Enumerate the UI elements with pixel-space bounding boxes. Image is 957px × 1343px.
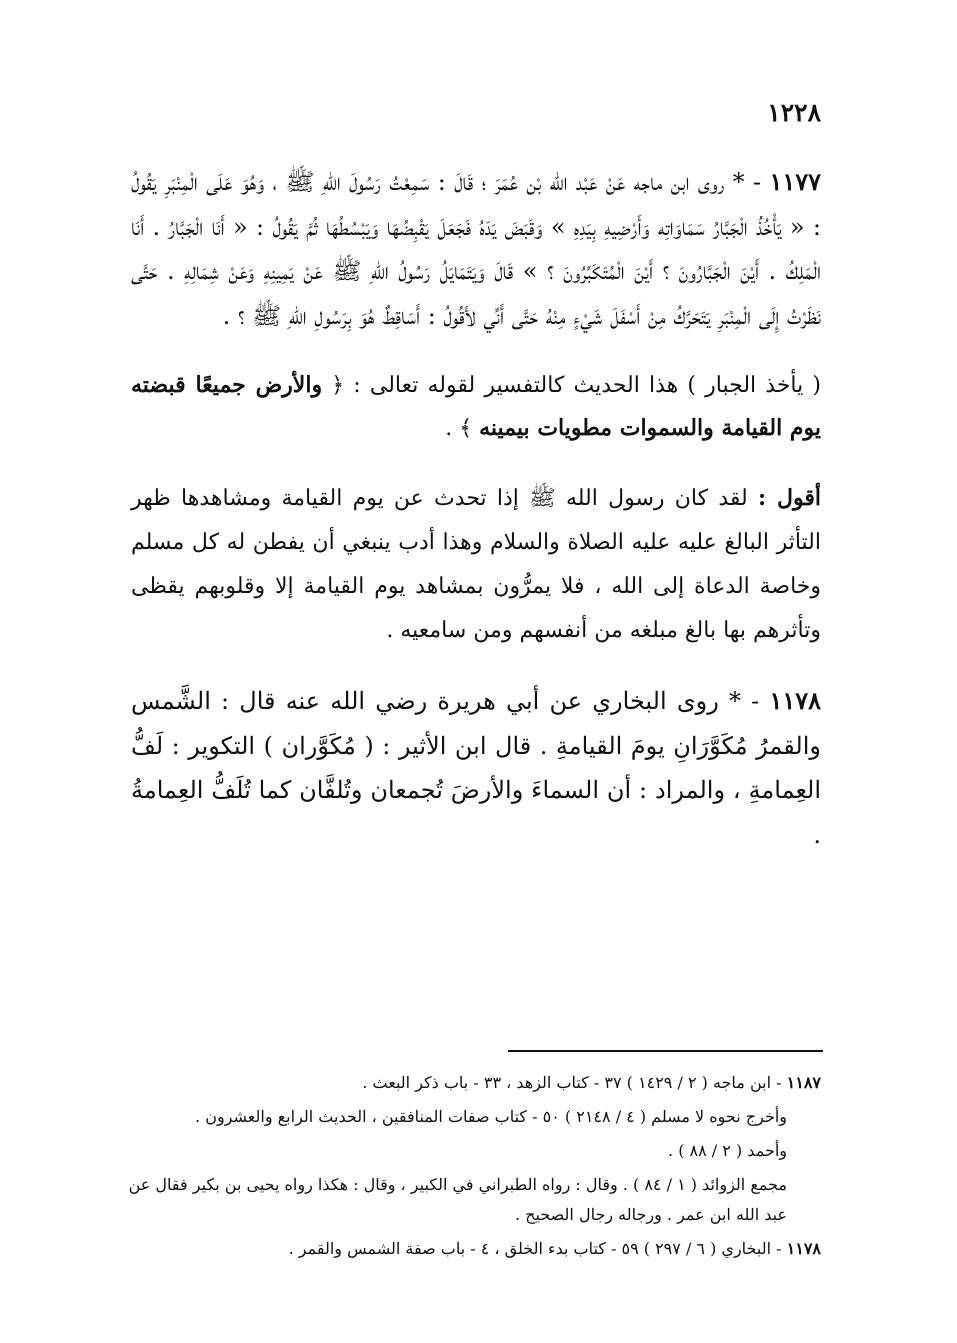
hadith-text: - * روى ابن ماجه عَنْ عَبْد الله بْن عُمَرَ ؛ قَالَ : سَمِعْتُ رَسُولَ اللهِ ﷺ ، وَهُوَ عَلَى الْمِنْبَرِ يَقُولُ : « يَأْخُذُ الْجَبَّارُ سَمَاوَاتِه وَأَرْضِيهِ بِيَدِهِ » وَقَبَضَ يَدَهُ فَجَعَلَ يَقْبِضُهَا وَيَبْسُطُهَا ثُمَّ يَقُولُ : « أَنَا الْجَبَّارُ . أَنَا الْمَلِكُ . أَيْنَ الْجَبَّارُونَ ؟ أَيْنَ الْمُتَكَبِّرُونَ ؟ » قَالَ وَيَتَمَايَلُ رَسُولُ اللهِ ﷺ عَنْ يَمِينِهِ وَعَنْ شِمَالِهِ . حَتَّى نَظَرْتُ إِلَى الْمِنْبَرِ يَتَحَرَّكُ مِنْ أَسْفَلَ شَيْءٍ مِنْهُ حَتَّى أَنِّي لأَقُولُ : أَسَاقِطٌ هُوَ بِرَسُولِ اللهِ ﷺ ؟ . [131,168,821,330]
quran-verse: والأرض جميعًا قبضته يوم القيامة والسموات مطويات بيمينه [131,372,821,441]
footnote [121,1136,821,1166]
reflection-text: لقد كان رسول الله ﷺ إذا تحدث عن يوم القيامة ومشاهدها ظهر التأثر البالغ عليه عليه الصلاة والسلام وهذا أدب ينبغي أن يفطن له كل مسلم وخاصة الدعاة إلى الله ، فلا يمرُّون بمشاهد يوم القيامة إلا وقلوبهم يقظى وتأثرهم بها بالغ مبلغه من أنفسهم ومن سامعيه . [131,486,821,643]
footnote-number: ١١٧٨ [786,1239,821,1258]
hadith-1177 [131,160,821,338]
main-text [131,160,821,857]
commentary-prefix: ( يأخذ الجبار ) هذا الحديث كالتفسير لقوله تعالى : ﴿ [331,373,821,398]
footnote [121,1102,821,1132]
reflection-paragraph [131,476,821,653]
hadith-number: ١١٧٧ [769,167,821,196]
hadith-text: - * روى البخاري عن أبي هريرة رضي الله عنه قال : الشَّمس والقمرُ مُكَوَّرَانِ يومَ القيامةِ . قال ابن الأثير : ( مُكَوَّران ) التكوير : لَفُّ العِمامةِ ، والمراد : أن السماءَ والأرضَ تُجمعان وتُلفَّان كما تُلَفُّ العِمامةُ . [131,687,821,849]
reflection-lead: أقول : [757,485,821,511]
page-number: ١٢٢٨ [767,98,821,127]
commentary-paragraph [131,364,821,450]
commentary-suffix: ﴾ . [445,416,473,441]
footnote [121,1170,821,1230]
footnotes [121,1068,821,1268]
hadith-number: ١١٧٨ [769,686,821,715]
footnote [121,1234,821,1264]
footnote [121,1068,821,1098]
footnote-divider [508,1050,823,1052]
footnote-text: وأخرج نحوه لا مسلم ( ٤ / ٢١٤٨ ) ٥٠ - كتاب صفات المنافقين ، الحديث الرابع والعشرون . [195,1107,787,1126]
footnote-text: وأحمد ( ٢ / ٨٨ ) . [668,1141,787,1160]
footnote-text: مجمع الزوائد ( ١ / ٨٤ ) . وقال : رواه الطبراني في الكبير ، وقال : هكذا رواه يحيى بن بكير فقال عن عبد الله ابن عمر . ورجاله رجال الصحيح . [128,1175,787,1224]
footnote-text: - البخاري ( ٦ / ٢٩٧ ) ٥٩ - كتاب بدء الخلق ، ٤ - باب صفة الشمس والقمر . [288,1239,782,1258]
footnote-number: ١١٨٧ [786,1073,821,1092]
footnote-text: - ابن ماجه ( ٢ / ١٤٢٩ ) ٣٧ - كتاب الزهد ، ٣٣ - باب ذكر البعث . [362,1073,782,1092]
hadith-1178 [131,679,821,857]
